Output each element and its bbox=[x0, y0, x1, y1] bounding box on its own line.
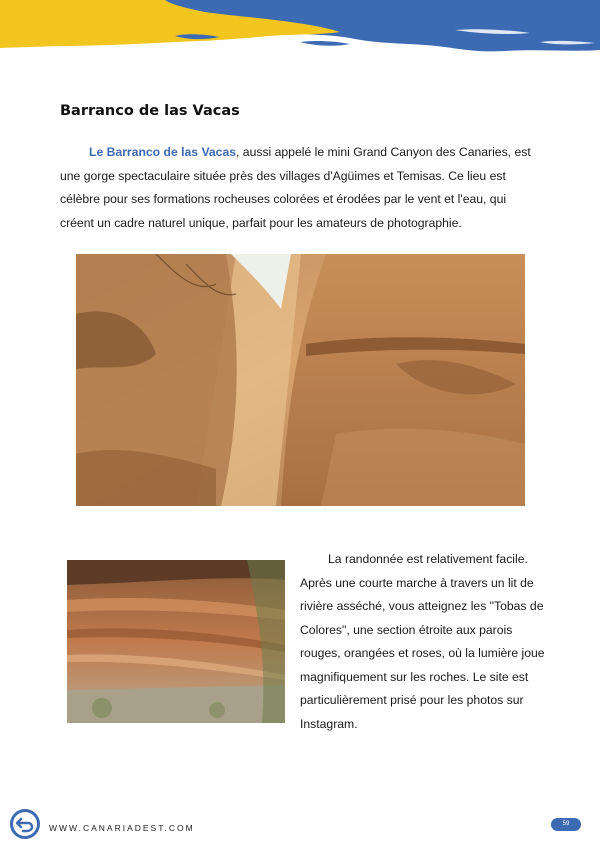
section-title: Barranco de las Vacas bbox=[60, 103, 240, 119]
hike-text: La randonnée est relativement facile. Après une courte marche à travers un lit de rivière asséché, vous atteignez les "Tobas de Colores", une section étroite aux parois rouges, orangées et roses, où la lumière joue magnifiquement sur les roches. Le site est particulièrement prisé pour les photos sur Instagram. bbox=[300, 552, 545, 731]
intro-highlight: Le Barranco de las Vacas bbox=[89, 145, 237, 159]
intro-paragraph bbox=[60, 141, 538, 235]
rock-wall-photo bbox=[67, 560, 285, 723]
website-url[interactable]: WWW.CANARIADEST.COM bbox=[49, 823, 195, 833]
canyon-photo bbox=[76, 254, 525, 506]
top-banner-decoration bbox=[0, 0, 600, 60]
banner-blue-fleck-2 bbox=[300, 41, 350, 46]
intro-text: , aussi appelé le mini Grand Canyon des Canaries, est une gorge spectaculaire située près des villages d'Agüimes et Temisas. Ce lieu est célèbre pour ses formations rocheuses colorées et érodées par le vent et l'eau, qui créent un cadre naturel unique, parfait pour les amateurs de photographie. bbox=[60, 145, 531, 230]
circle-arrow-back-icon[interactable] bbox=[9, 808, 41, 840]
page-number-badge: 59 bbox=[551, 818, 581, 831]
hike-paragraph bbox=[300, 548, 545, 736]
